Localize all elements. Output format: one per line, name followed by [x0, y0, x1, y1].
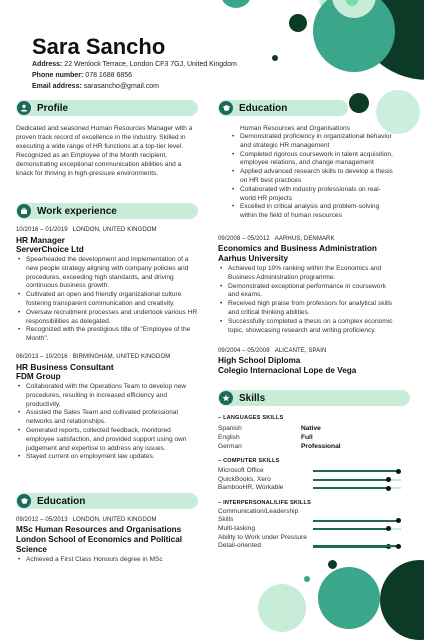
skill-level-bar — [313, 528, 401, 530]
computer-skill-row — [218, 476, 402, 485]
graduation-cap-icon — [17, 494, 31, 508]
work-header — [16, 203, 198, 219]
education-meta — [218, 236, 398, 242]
graduation-cap-icon — [219, 101, 233, 115]
list-item: • Generated reports, collected feedback, monitored employee satisfaction, and provided support using own judgement and expertise to address any issues. — [16, 427, 198, 453]
list-item: • Applied advanced research skills to develop a thesis on HR best practices — [230, 168, 394, 186]
education-entry — [218, 236, 398, 335]
list-item: • Recognized with the prestigious title of "Employee of the Month". — [16, 326, 198, 344]
briefcase-icon — [17, 204, 31, 218]
profile-header — [16, 100, 198, 116]
list-item: • Achieved top 10% ranking within the Economics and Business Administration programme. — [218, 265, 398, 283]
email-label: Email address: — [32, 83, 82, 91]
skill-level-dot — [396, 544, 401, 549]
interpersonal-skill-name: Ability to Work under Pressure — [218, 533, 307, 541]
person-icon — [17, 101, 31, 115]
language-level: Professional — [301, 443, 341, 450]
job-role: HR Manager — [16, 235, 65, 245]
phone-line — [32, 70, 237, 81]
job-org: ServerChoice Ltd — [16, 245, 84, 254]
skill-level-dot — [386, 526, 391, 531]
education-degree: MSc Human Resources and Organisations — [16, 525, 182, 534]
education-left-header — [16, 493, 198, 509]
education-school: Colegio Internacional Lope de Vega — [218, 366, 357, 375]
profile-text: Dedicated and seasoned Human Resources Manager with a proven track record of excellence in the industry. Skilled in executing a wide range of HR functions at a top-tier level. Recognized as an Employee of the Month recipient, demonstrating exceptional communication abilities and a knack for thriving in high-pressure environments. — [16, 125, 193, 177]
list-item: • Stayed current on employment law updates. — [16, 453, 198, 462]
skill-level-dot — [386, 486, 391, 491]
education-school: Aarhus University — [218, 254, 289, 263]
education-location: AARHUS, DENMARK — [274, 236, 335, 242]
list-item: • Successfully completed a thesis on a complex economic topic, showcasing research and writing proficiency. — [218, 318, 398, 336]
language-level: Native — [301, 425, 321, 432]
computer-skill-row — [218, 484, 402, 493]
job-role: HR Business Consultant — [16, 362, 114, 372]
list-item: • Received high praise from professors for analytical skills and critical thinking abilities. — [218, 300, 398, 318]
education-degree: Economics and Business Administration — [218, 244, 377, 253]
work-title: Work experience — [37, 205, 117, 217]
email-value[interactable]: sarasancho@gmail.com — [83, 83, 159, 91]
education-right-title: Education — [239, 102, 288, 114]
star-icon — [219, 391, 233, 405]
language-row — [218, 442, 402, 451]
list-item: • Assisted the Sales Team and cultivated professional networks and relationships. — [16, 409, 198, 427]
job-meta — [16, 227, 198, 233]
address-label: Address: — [32, 61, 63, 68]
skill-level-dot — [396, 518, 401, 523]
languages-skills-title: – LANGUAGES SKILLS — [218, 415, 284, 421]
education-location: LONDON, UNITED KINGDOM — [72, 517, 157, 523]
interpersonal-skill-row — [218, 508, 310, 525]
interpersonal-skills-title: – INTERPERSONAL/LIFE SKILLS — [218, 499, 312, 506]
list-item: • Collaborated with the Operations Team to develop new procedures, resulting in increased efficiency and productivity. — [16, 383, 198, 409]
interpersonal-skill-name: Communication/Leadership Skills — [218, 507, 299, 524]
interpersonal-skill-row — [218, 542, 310, 551]
interpersonal-skill-row — [218, 534, 310, 543]
deco-circle-small-dark — [289, 14, 307, 32]
list-item: • Collaborated with industry professionals on real-world HR projects — [230, 186, 394, 204]
computer-skill-name: BambooHR, Workable — [218, 484, 284, 492]
deco-circle-bottom-dark — [380, 560, 424, 640]
skill-level-bar — [313, 520, 401, 522]
deco-circle-tiny — [272, 55, 278, 61]
deco-circle-bottom-tiny — [304, 576, 310, 582]
profile-title: Profile — [37, 102, 69, 114]
language-row — [218, 433, 402, 442]
deco-circle-mid-teal — [220, 0, 252, 8]
education-dates: 09/2004 – 05/2008 — [218, 348, 270, 354]
language-name: Spanish — [218, 425, 242, 432]
computer-skills-title: – COMPUTER SKILLS — [218, 458, 280, 464]
education-dates: 09/2008 – 05/2012 — [218, 236, 270, 242]
job-bullets — [16, 383, 198, 462]
contact-block — [32, 59, 237, 93]
list-item: • Achieved a First Class Honours degree in MSc — [16, 556, 198, 565]
candidate-name: Sara Sancho — [32, 34, 166, 59]
deco-circle-bottom-light — [258, 584, 306, 632]
education-left-title: Education — [37, 495, 86, 507]
education-degree: High School Diploma — [218, 356, 301, 365]
skill-level-dot — [386, 477, 391, 482]
language-name: German — [218, 443, 242, 450]
list-item: • Cultivated an open and friendly organizational culture fostering transparent communication and creativity. — [16, 291, 198, 309]
education-school: London School of Economics and Political Science — [16, 535, 183, 554]
address-value: 22 Wenlock Terrace, London CF3 7GJ, United Kingdom — [64, 61, 237, 68]
skill-level-bar — [313, 487, 401, 489]
education-meta — [16, 517, 198, 523]
deco-circle-bottom-small — [328, 560, 337, 569]
education-intro-block — [218, 124, 394, 221]
job-dates: 10/2016 – 01/2019 — [16, 227, 68, 233]
computer-skill-row — [218, 467, 402, 476]
education-intro: Human Resources and Organisations — [240, 125, 350, 132]
job-dates: 06/2013 – 10/2016 — [16, 354, 68, 360]
list-item: • Spearheaded the development and implementation of a new people strategy aligning with company policies and procedures, exceeding high standards, and driving continuous business growth. — [16, 256, 198, 291]
address-line — [32, 59, 237, 70]
skills-header — [218, 390, 410, 406]
skills-title: Skills — [239, 392, 266, 404]
list-item: • Excelled in critical analysis and problem-solving within the field of human resources — [230, 203, 394, 221]
computer-skill-name: QuickBooks, Xero — [218, 475, 271, 483]
education-right-header — [218, 100, 348, 116]
skill-level-bar — [313, 470, 401, 472]
deco-circle-bottom-teal — [318, 567, 380, 629]
job-entry — [16, 227, 198, 344]
job-entry — [16, 354, 198, 462]
interpersonal-skill-row — [218, 525, 310, 534]
skill-level-bar — [313, 545, 401, 547]
language-row — [218, 424, 402, 433]
skill-level-bar — [313, 479, 401, 481]
deco-circle-mid-dark — [349, 93, 369, 113]
skills-body — [218, 415, 402, 551]
education-intro-bullets — [218, 133, 394, 221]
list-item: • Demonstrated proficiency in organizational behavior and strategic HR management — [230, 133, 394, 151]
skill-level-dot — [396, 469, 401, 474]
education-bullets — [16, 556, 198, 565]
job-org: FDM Group — [16, 372, 61, 381]
job-meta — [16, 354, 198, 360]
language-level: Full — [301, 434, 313, 441]
education-bullets — [218, 265, 398, 335]
phone-value: 078 1688 6856 — [85, 72, 133, 80]
list-item: • Completed rigorous coursework in talent acquisition, employee relations, and change management — [230, 151, 394, 169]
interpersonal-skill-name: Multi-tasking — [218, 524, 256, 532]
job-location: BIRMINGHAM, UNITED KINGDOM — [72, 354, 171, 360]
list-item: • Demonstrated exceptional performance in coursework and exams. — [218, 283, 398, 301]
language-name: English — [218, 434, 240, 441]
email-line — [32, 81, 237, 92]
education-location: ALICANTE, SPAIN — [274, 348, 327, 354]
education-entry — [16, 517, 198, 565]
list-item: • Oversaw recruitment processes and undertook various HR responsibilities as delegated. — [16, 309, 198, 327]
job-bullets — [16, 256, 198, 344]
computer-skill-name: Microsoft Office — [218, 467, 264, 474]
education-dates: 09/2012 – 05/2013 — [16, 517, 68, 523]
phone-label: Phone number: — [32, 72, 84, 80]
education-meta — [218, 348, 410, 354]
job-location: LONDON, UNITED KINGDOM — [72, 227, 157, 233]
education-entry — [218, 348, 410, 376]
interpersonal-skill-name: Detail-oriented — [218, 542, 261, 550]
